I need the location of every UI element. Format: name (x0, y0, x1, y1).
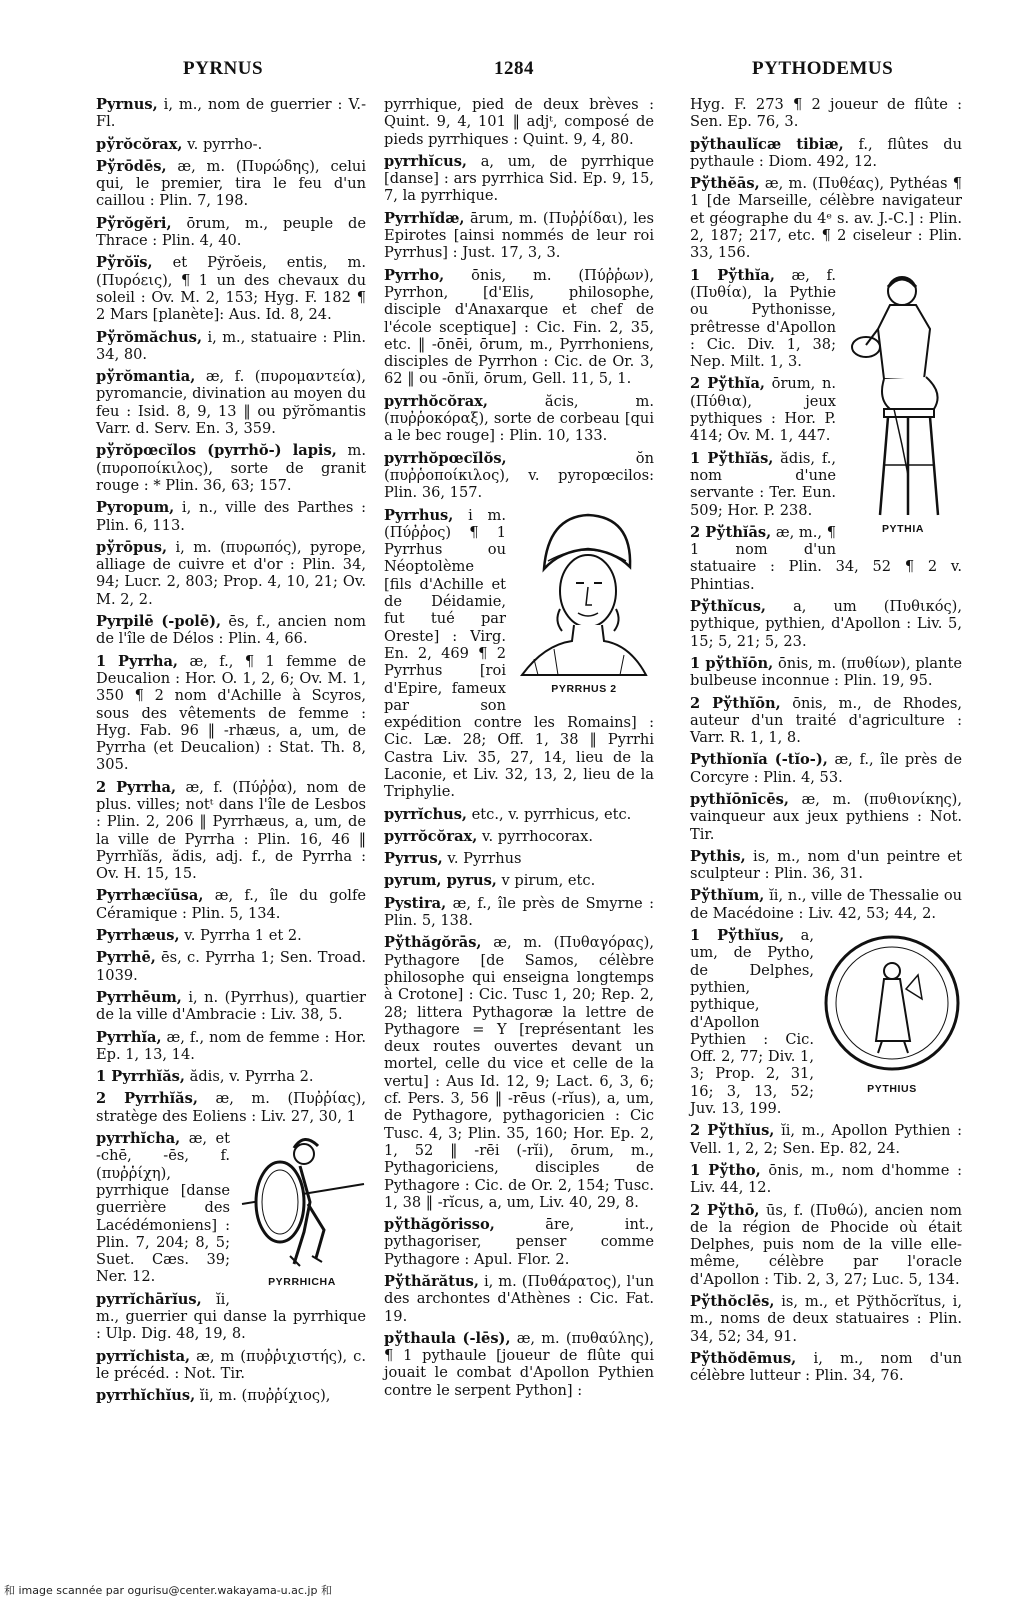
dictionary-entry (384, 828, 654, 845)
entry-headword: 2 Pўthĭus, (690, 1122, 775, 1140)
dictionary-entry (384, 267, 654, 388)
entry-headword: pўrŏmantia, (96, 368, 196, 386)
entry-definition: ŏn (πυῤῥοποίκιλος), v. pyropœcilos: Plin. 36, 157. (384, 449, 654, 502)
entry-headword: Pyrnus, (96, 96, 158, 113)
dictionary-entry (384, 1216, 654, 1268)
entry-definition: āre, int., pythagoriser, penser comme Pythagore : Apul. Flor. 2. (384, 1216, 654, 1268)
entry-definition: i, n., ville des Parthes : Plin. 6, 113. (96, 499, 366, 534)
dictionary-entry (690, 96, 962, 131)
entry-definition: ĭi, m., guerrier qui danse la pyrrhique : Ulp. Dig. 48, 19, 8. (96, 1290, 366, 1343)
page-number: 1284 (494, 58, 534, 79)
entry-definition: ădis, f., nom d'une servante : Ter. Eun. 509; Hor. P. 238. (690, 449, 836, 519)
entry-definition: æ, m (πυῤῥιχιστής), c. le précéd. : Not. Tir. (96, 1347, 366, 1382)
dictionary-entry (690, 175, 962, 261)
entry-headword: 2 Pўthō, (690, 1201, 760, 1219)
entry-definition: æ, f., nom de femme : Hor. Ep. 1, 13, 14. (96, 1028, 366, 1063)
entry-definition: ōrum, m., peuple de Thrace : Plin. 4, 40. (96, 214, 366, 250)
scan-credit-footer: 和 image scannée par ogurisu@center.wakayama-u.ac.jp 和 (4, 1584, 332, 1597)
entry-headword: Pўthĕās, (690, 175, 760, 193)
entry-definition: ārum, m. (Πυῤῥίδαι), les Epirotes [ainsi nommés de leur roi Pyrrhus] : Just. 17, 3, 3. (384, 209, 654, 262)
dictionary-entry (96, 887, 366, 922)
entry-headword: Pyrrhus, (384, 506, 454, 524)
dictionary-entry (96, 1090, 366, 1125)
dictionary-entry (96, 539, 366, 608)
entry-definition: æ, f. (Πύῤῥα), nom de plus. villes; notᵗ dans l'île de Lesbos : Plin. 2, 206 ‖ Pyrrhæus, a, um, de la ville de Pyrrha : Plin. 16, 46 ‖ Pyrrhĭăs, ădis, adj. f., de Pyrrha : Ov. H. 15, 15. (96, 778, 366, 883)
entry-headword: Pyrrhē, (96, 949, 156, 967)
entry-headword: Pўthăgŏrās, (384, 934, 482, 952)
entry-headword: pyrrhŏpœcĭlŏs, (384, 449, 507, 467)
pythius-coin-illustration (822, 929, 962, 1079)
entry-headword: Pystira, (384, 894, 447, 912)
entry-headword: Pyrrho, (384, 266, 445, 284)
entry-definition: m. (πυροποίκιλος), sorte de granit rouge : * Plin. 36, 63; 157. (96, 442, 366, 494)
dictionary-entry (384, 210, 654, 262)
entry-headword: Pyrrhĭa, (96, 1028, 162, 1046)
entry-definition: f., flûtes du pythaule : Diom. 492, 12. (690, 135, 962, 170)
entry-definition: æ, m. (Πυρώδης), celui qui, le premier, tira le feu d'un caillou : Plin. 7, 198. (96, 157, 366, 210)
dictionary-entry (96, 1068, 366, 1085)
figure-caption: PYTHIUS (867, 1083, 917, 1096)
entry-definition: v pirum, etc. (496, 872, 596, 890)
dictionary-entry (96, 989, 366, 1024)
entry-headword: 2 Pўthĭa, (690, 375, 765, 393)
entry-headword: 1 Pўthĭus, (690, 927, 785, 945)
dictionary-entry (384, 393, 654, 445)
dictionary-entry (96, 1291, 366, 1343)
entry-definition: æ, f., île près de Smyrne : Plin. 5, 138. (384, 894, 654, 930)
entry-definition: æ, m. (πυθιονίκης), vainqueur aux jeux pythiens : Not. Tir. (690, 790, 962, 843)
entry-definition: a, um, de pyrrhique [danse] : ars pyrrhica Sid. Ep. 9, 15, 7, la pyrrhique. (384, 152, 654, 205)
entry-headword: Pyrrhēum, (96, 988, 182, 1006)
entry-headword: 2 Pyrrha, (96, 778, 177, 796)
dictionary-entry (96, 613, 366, 648)
dictionary-entry (96, 779, 366, 883)
figure-caption: PYRRHICHA (268, 1276, 336, 1289)
entry-definition: ēs, c. Pyrrha 1; Sen. Troad. 1039. (96, 949, 366, 984)
dictionary-entry (690, 887, 962, 922)
entry-definition: æ, m. (πυθαύλης), ¶ 1 pythaule [joueur de flûte qui jouait le combat d'Apollon Pythien contre le serpent Python] : (384, 1329, 654, 1399)
pyrrhus-bust-illustration (514, 509, 654, 679)
entry-headword: 1 Pyrrha, (96, 652, 179, 670)
dictionary-entry (96, 1130, 366, 1289)
dictionary-entry (384, 934, 654, 1211)
dictionary-entry (690, 1293, 962, 1345)
entry-definition: ĭi, m., Apollon Pythien : Vell. 1, 2, 2; Sen. Ep. 82, 24. (690, 1122, 962, 1157)
entry-headword: pyrrĭchārĭus, (96, 1290, 202, 1308)
entry-headword: pyrum, pyrus, (384, 872, 497, 890)
dictionary-entry (96, 96, 366, 131)
entry-definition: i, m., statuaire : Plin. 34, 80. (96, 328, 366, 363)
entry-definition: ădis, v. Pyrrha 2. (184, 1068, 314, 1086)
entry-definition: æ, f. (πυρομαντεία), pyromancie, divination au moyen du feu : Isid. 8, 9, 13 ‖ ou pўrŏmantis Varr. d. Serv. En. 3, 359. (96, 368, 366, 438)
figure-pyrrhicha (238, 1132, 366, 1291)
entry-definition: i, m., nom de guerrier : V.-Fl. (96, 96, 366, 131)
entry-definition: ūs, f. (Πυθώ), ancien nom de la région de Phocide où était Delphes, puis nom de la ville elle-même, célèbre par l'oracle d'Apollon : Tib. 2, 3, 27; Luc. 5, 134. (690, 1201, 963, 1288)
entry-definition: æ, m. (Πυθέας), Pythéas ¶ 1 [de Marseille, célèbre navigateur et géographe du 4ᵉ s. av. J.-C.] : Plin. 2, 187; 217, etc. ¶ 2 ciseleur : Plin. 33, 156. (690, 175, 962, 262)
header-left-guide-word: PYRNUS (183, 58, 264, 79)
dictionary-entry (384, 895, 654, 930)
entry-definition: v. Pyrrha 1 et 2. (179, 927, 302, 945)
entry-definition: æ, et -chē, -ēs, f. (πυῤῥίχη), pyrrhique [danse guerrière des Lacédémoniens] : Plin. 7, 204; 8, 5; Suet. Cæs. 39; Ner. 12. (96, 1130, 230, 1286)
dictionary-entry (96, 136, 366, 153)
dictionary-entry (690, 848, 962, 883)
entry-headword: pyrrhĭchĭus, (96, 1387, 196, 1405)
dictionary-entry (96, 927, 366, 944)
entry-headword: pyrrhĭcha, (96, 1130, 181, 1148)
entry-definition: i, m. (Πυθάρατος), l'un des archontes d'Athènes : Cic. Fat. 19. (384, 1273, 654, 1325)
column-1 (96, 96, 366, 1409)
figure-pyrrhus (514, 509, 654, 698)
entry-headword: Pўthărătus, (384, 1273, 479, 1290)
entry-headword: Pўrŏgĕri, (96, 214, 172, 232)
dictionary-entry (96, 215, 366, 250)
dictionary-entry (384, 507, 654, 801)
entry-headword: Pўrŏmăchus, (96, 328, 203, 346)
entry-definition: v. pyrrhocorax. (477, 827, 594, 845)
header-right-guide-word: PYTHODEMUS (752, 58, 894, 79)
dictionary-entry (96, 949, 366, 984)
column-3 (690, 96, 962, 1389)
entry-definition: v. pyrrho-. (182, 135, 263, 153)
dictionary-entry (96, 499, 366, 534)
entry-headword: Pyrrhæus, (96, 927, 180, 945)
entry-definition: is, m., et Pўthŏcrĭtus, i, m., noms de deux statuaires : Plin. 34, 52; 34, 91. (690, 1293, 962, 1345)
entry-definition: i, m. (πυρωπός), pyrope, alliage de cuivre et d'or : Plin. 34, 94; Lucr. 2, 803; Prop. 4, 10, 21; Ov. M. 2, 2. (96, 538, 366, 608)
entry-definition: etc., v. pyrrhicus, etc. (467, 805, 632, 823)
entry-headword: 2 Pўthĭās, (690, 523, 772, 541)
entry-definition: is, m., nom d'un peintre et sculpteur : Plin. 36, 31. (690, 847, 962, 883)
entry-headword: pўrōpus, (96, 538, 168, 556)
entry-headword: pўthaula (-lēs), (384, 1329, 511, 1347)
entry-definition: ĭi, n., ville de Thessalie ou de Macédoine : Liv. 42, 53; 44, 2. (690, 887, 962, 922)
entry-definition: ăcis, m. (πυῤῥοκόραξ), sorte de corbeau [qui a le bec rouge] : Plin. 10, 133. (384, 392, 654, 445)
dictionary-entry (690, 1350, 962, 1385)
entry-definition: i m. (Πύῤῥος) ¶ 1 Pyrrhus ou Néoptolème [fils d'Achille et de Déidamie, fut tué par Oreste] : Virg. En. 2, 469 ¶ 2 Pyrrhus [roi d'Epire, fameux par son expédition contre les Romains] : Cic. Læ. 28; Off. 1, 38 ‖ Pyrrhi Castra Liv. 35, 27, 14, lieu de la Laconie, et Liv. 32, 13, 2, lieu de la Triphylie. (384, 506, 654, 801)
entry-definition: æ, m. (Πυῤῥίας), stratège des Eoliens : Liv. 27, 30, 1 (96, 1090, 366, 1125)
entry-headword: 1 Pўthĭa, (690, 266, 775, 284)
dictionary-entry (96, 653, 366, 774)
dictionary-entry (96, 329, 366, 364)
entry-headword: Pyrrhæcĭūsa, (96, 887, 204, 905)
dictionary-entry (690, 1202, 962, 1288)
entry-headword: 1 Pўthĭăs, (690, 449, 774, 467)
dictionary-entry (96, 254, 366, 323)
entry-headword: pyrrŏcŏrax, (384, 827, 478, 845)
dictionary-entry (690, 1122, 962, 1157)
entry-headword: Pўthĭum, (690, 887, 765, 905)
entry-definition: æ, m. (Πυθαγόρας), Pythagore [de Samos, célèbre philosophe qui enseigna longtemps à Crotone] : Cic. Tusc 1, 20; Rep. 2, 28; littera Pythagoræ la lettre de Pythagore = Y [représentant les deux routes ouvertes devant un mortel, celle du vice et celle de la vertu] : Aus Id. 12, 9; Lact. 6, 3, 6; cf. Pers. 3, 56 ‖ -rēus (-rĭus), a, um, de Pythagore, pythagoricien : Cic Tusc. 4, 3; Plin. 35, 160; Hor. Ep. 2, 1, 52 ‖ -rēi (-rĭi), ōrum, m., Pythagoriciens, disciples de Pythagore : Cic. de Or. 2, 154; Tusc. 1, 38 ‖ -rĭcus, a, um, Liv. 40, 29, 8. (384, 934, 654, 1211)
entry-definition: ōnis, m. (Πύῤῥων), Pyrrhon, [d'Elis, philosophe, disciple d'Anaxarque et chef de l'école sceptique] : Cic. Fin. 2, 35, etc. ‖ -ōnēi, ōrum, m., Pyrrhoniens, disciples de Pyrrhon : Cic. de Or. 3, 62 ‖ ou -ōnĭi, ōrum, Gell. 11, 5, 1. (384, 266, 654, 388)
dictionary-entry (690, 655, 962, 690)
entry-headword: pўthaulĭcæ tibiæ, (690, 135, 844, 153)
entry-definition: æ, m., ¶ 1 nom d'un statuaire : Plin. 34, 52 ¶ 2 v. Phintias. (690, 523, 962, 593)
dictionary-entry (690, 791, 962, 843)
entry-headword: pyrrhŏcŏrax, (384, 392, 488, 410)
entry-headword: Pyrrhĭdæ, (384, 209, 465, 227)
entry-definition: æ, f., ¶ 1 femme de Deucalion : Hor. O. 1, 2, 6; Ov. M. 1, 350 ¶ 2 nom d'Achille à Scyros, sous des vêtements de femme : Hyg. Fab. 96 ‖ -rhæus, a, um, de Pyrrha (et Deucalion) : Stat. Th. 8, 305. (96, 652, 367, 774)
entry-definition: æ, f., île du golfe Céramique : Plin. 5, 134. (96, 887, 366, 922)
entry-definition: ĭi, m. (πυῤῥίχιος), (195, 1387, 331, 1405)
dictionary-entry (384, 450, 654, 502)
entry-definition: ēs, f., ancien nom de l'île de Délos : Plin. 4, 66. (96, 613, 367, 648)
entry-headword: Pўthŏdēmus, (690, 1349, 797, 1367)
dictionary-entry (384, 1273, 654, 1325)
dictionary-entry (384, 872, 654, 889)
entry-headword: pyrrhĭcus, (384, 152, 468, 170)
dictionary-entry (384, 96, 654, 148)
entry-headword: 1 Pyrrhĭăs, (96, 1068, 185, 1086)
dictionary-entry (690, 1162, 962, 1197)
entry-headword: pythĭōnīcēs, (690, 790, 789, 808)
dictionary-entry (690, 598, 962, 650)
entry-definition: pyrrhique, pied de deux brèves : Quint. 9, 4, 101 ‖ adjᵗ, composé de pieds pyrrhiques : Quint. 9, 4, 80. (384, 96, 654, 148)
figure-pythius (822, 929, 962, 1098)
dictionary-entry (690, 695, 962, 747)
entry-headword: Pўthŏclēs, (690, 1293, 775, 1310)
entry-definition: v. Pyrrhus (442, 850, 522, 868)
entry-headword: Pyrrus, (384, 850, 443, 868)
dictionary-entry (96, 368, 366, 437)
entry-definition: et Pўrŏeis, entis, m. (Πυρόεις), ¶ 1 un des chevaux du soleil : Ov. M. 2, 153; Hyg. F. 182 ¶ 2 Mars [planète]: Aus. Id. 8, 24. (96, 254, 366, 324)
dictionary-entry (384, 850, 654, 867)
entry-headword: pўthăgŏrisso, (384, 1216, 495, 1234)
entry-headword: pyrrĭchista, (96, 1347, 191, 1365)
figure-caption: PYRRHUS 2 (551, 682, 617, 695)
entry-headword: pўrŏcŏrax, (96, 135, 183, 153)
dictionary-entry (96, 1348, 366, 1383)
entry-headword: Pўrōdēs, (96, 157, 167, 175)
entry-definition: ōrum, n. (Πύθια), jeux pythiques : Hor. P. 414; Ov. M. 1, 447. (690, 375, 836, 445)
dictionary-entry (690, 136, 962, 171)
dictionary-entry (384, 153, 654, 205)
entry-headword: pўrŏpœcĭlos (pyrrhŏ-) lapis, (96, 442, 337, 460)
entry-headword: Pythĭonĭa (-tĭo-), (690, 751, 828, 769)
entry-headword: Pythis, (690, 847, 746, 865)
entry-definition: ōnis, m., de Rhodes, auteur d'un traité d'agriculture : Varr. R. 1, 1, 8. (690, 694, 962, 747)
entry-headword: Pyrpilē (-polē), (96, 613, 222, 631)
entry-definition: æ, f. (Πυθία), la Pythie ou Pythonisse, prêtresse d'Apollon : Cic. Div. 1, 38; Nep. Milt. 1, 3. (690, 266, 836, 371)
entry-headword: 1 Pўtho, (690, 1161, 761, 1179)
figure-caption: PYTHIA (881, 522, 925, 535)
entry-headword: Pўthĭcus, (690, 598, 767, 616)
entry-definition: i, n. (Pyrrhus), quartier de la ville d'Ambracie : Liv. 38, 5. (96, 988, 366, 1024)
pyrrhicha-illustration (238, 1132, 366, 1272)
entry-definition: i, m., nom d'un célèbre lutteur : Plin. 34, 76. (690, 1349, 962, 1385)
pythia-illustration (844, 269, 962, 519)
dictionary-entry (384, 806, 654, 823)
dictionary-entry (96, 442, 366, 494)
dictionary-entry (690, 751, 962, 786)
dictionary-entry (384, 1330, 654, 1399)
entry-headword: 2 Pyrrhĭăs, (96, 1090, 198, 1108)
entry-definition: Hyg. F. 273 ¶ 2 joueur de flûte : Sen. Ep. 76, 3. (690, 96, 962, 131)
column-2 (384, 96, 654, 1404)
entry-definition: a, um (Πυθικός), pythique, pythien, d'Apollon : Liv. 5, 15; 5, 21; 5, 23. (690, 598, 962, 650)
entry-definition: æ, f., île près de Corcyre : Plin. 4, 53. (690, 751, 962, 786)
entry-headword: pyrrĭchus, (384, 805, 468, 823)
dictionary-entry (96, 1029, 366, 1064)
figure-pythia (844, 269, 962, 538)
dictionary-entry (96, 158, 366, 210)
entry-headword: 2 Pўthĭōn, (690, 694, 781, 712)
entry-headword: Pўrŏïs, (96, 254, 153, 272)
entry-headword: Pyropum, (96, 499, 175, 517)
entry-headword: 1 pўthĭōn, (690, 654, 774, 672)
entry-definition: ōnis, m., nom d'homme : Liv. 44, 12. (690, 1161, 962, 1197)
dictionary-entry (690, 927, 962, 1117)
entry-definition: a, um, de Pytho, de Delphes, pythien, pythique, d'Apollon Pythien : Cic. Off. 2, 77; Div. 1, 3; Prop. 2, 31, 16; 3, 13, 52; Juv. 13, 199. (690, 927, 814, 1118)
entry-definition: ōnis, m. (πυθίων), plante bulbeuse inconnue : Plin. 19, 95. (690, 654, 962, 690)
dictionary-entry (96, 1387, 366, 1404)
